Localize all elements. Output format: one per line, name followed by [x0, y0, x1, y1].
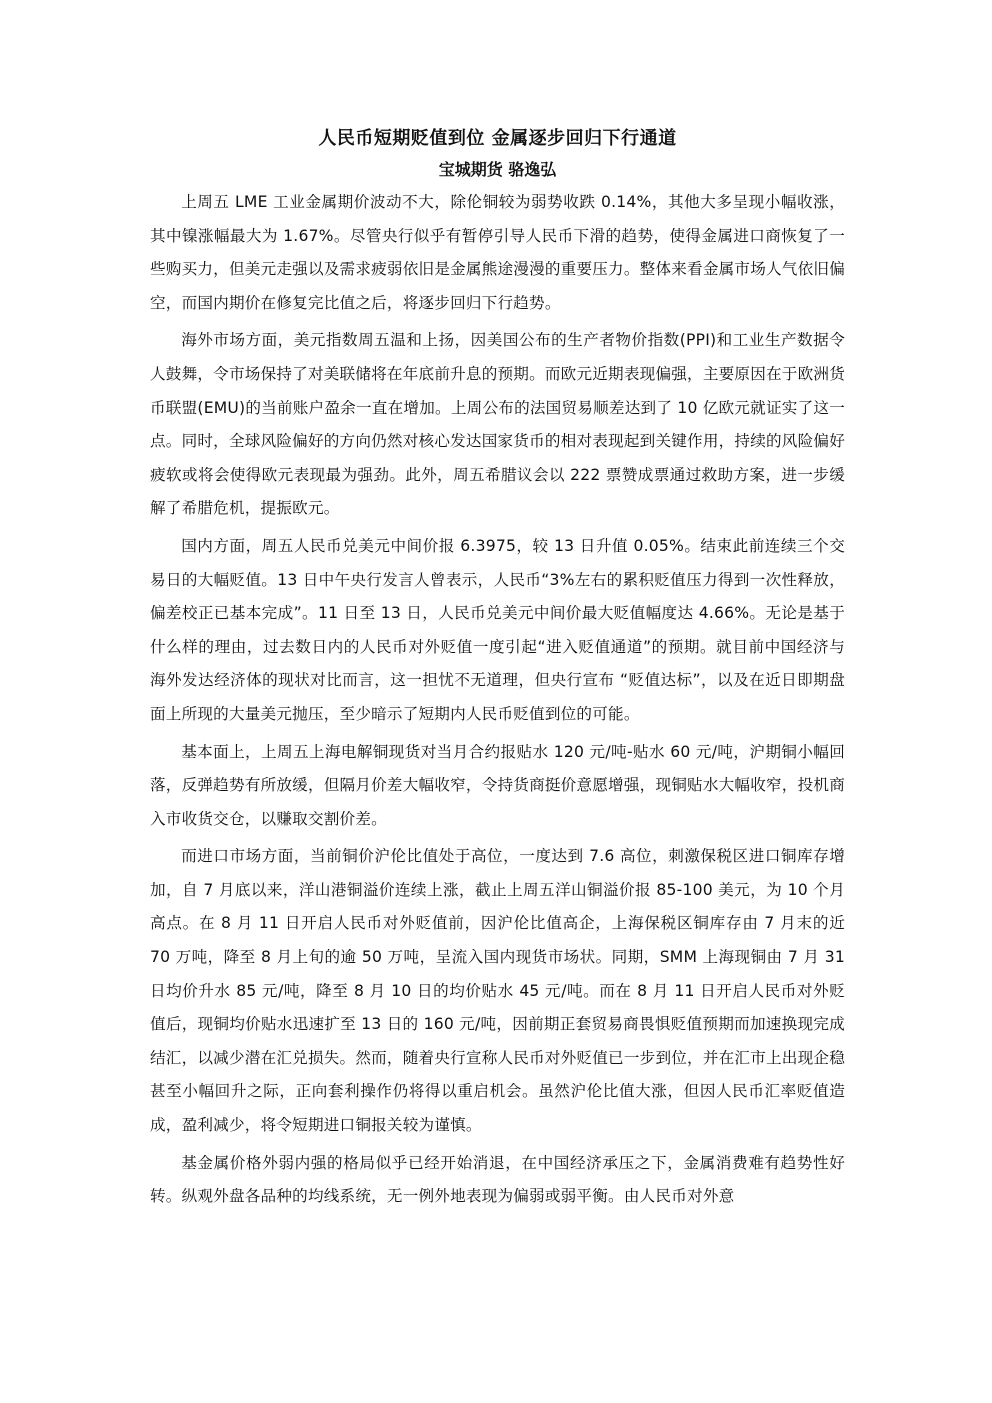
document-title: 人民币短期贬值到位 金属逐步回归下行通道 [318, 128, 677, 149]
paragraph-domestic-rmb: 国内方面，周五人民币兑美元中间价报 6.3975，较 13 日升值 0.05%。结束此前连续三个交易日的大幅贬值。13 日中午央行发言人曾表示，人民币“3%左右的累积贬值压力得到一次性释放，偏差校正已基本完成”。11 日至 13 日，人民币兑美元中间价最大贬值幅度达 4.66%。无论是基于什么样的理由，过去数日内的人民币对外贬值一度引起“进入贬值通道”的预期。就目前中国经济与海外发达经济体的现状对比而言，这一担忧不无道理，但央行宣布 “贬值达标”，以及在近日即期盘面上所现的大量美元抛压，至少暗示了短期内人民币贬值到位的可能。 [150, 536, 845, 723]
paragraph-import-market: 而进口市场方面，当前铜价沪伦比值处于高位，一度达到 7.6 高位，刺激保税区进口铜库存增加，自 7 月底以来，洋山港铜溢价连续上涨，截止上周五洋山铜溢价报 85-100 美元，为 10 个月高点。在 8 月 11 日开启人民币对外贬值前，因沪伦比值高企，上海保税区铜库存由 7 月末的近 70 万吨，降至 8 月上旬的逾 50 万吨，呈流入国内现货市场状。同期，SMM 上海现铜由 7 月 31 日均价升水 85 元/吨，降至 8 月 10 日的均价贴水 45 元/吨。而在 8 月 11 日开启人民币对外贬值后，现铜均价贴水迅速扩至 13 日的 160 元/吨，因前期正套贸易商畏惧贬值预期而加速换现完成结汇，以减少潜在汇兑损失。然而，随着央行宣称人民币对外贬值已一步到位，并在汇市上出现企稳甚至小幅回升之际，正向套利操作仍将得以重启机会。虽然沪伦比值大涨，但因人民币汇率贬值造成，盈利减少，将令短期进口铜报关较为谨慎。 [150, 847, 845, 1135]
paragraph-overseas-market: 海外市场方面，美元指数周五温和上扬，因美国公布的生产者物价指数(PPI)和工业生产数据令人鼓舞，令市场保持了对美联储将在年底前升息的预期。而欧元近期表现偏强，主要原因在于欧洲货币联盟(EMU)的当前账户盈余一直在增加。上周公布的法国贸易顺差达到了 10 亿欧元就证实了这一点。同时，全球风险偏好的方向仍然对核心发达国家货币的相对表现起到关键作用，持续的风险偏好疲软或将会使得欧元表现最为强劲。此外，周五希腊议会以 222 票赞成票通过救助方案，进一步缓解了希腊危机，提振欧元。 [150, 331, 845, 518]
document-page [150, 122, 845, 1218]
paragraph-base-metals-outlook: 基金属价格外弱内强的格局似乎已经开始消退，在中国经济承压之下，金属消费难有趋势性好转。纵观外盘各品种的均线系统，无一例外地表现为偏弱或弱平衡。由人民币对外意 [150, 1153, 845, 1206]
paragraph-fundamentals: 基本面上，上周五上海电解铜现货对当月合约报贴水 120 元/吨-贴水 60 元/吨，沪期铜小幅回落，反弹趋势有所放缓，但隔月价差大幅收窄，令持货商挺价意愿增强，现铜贴水大幅收窄，投机商入市收货交仓，以赚取交割价差。 [150, 742, 845, 828]
paragraph-lme-overview: 上周五 LME 工业金属期价波动不大，除伦铜较为弱势收跌 0.14%，其他大多呈现小幅收涨，其中镍涨幅最大为 1.67%。尽管央行似乎有暂停引导人民币下滑的趋势，使得金属进口商恢复了一些购买力，但美元走强以及需求疲弱依旧是金属熊途漫漫的重要压力。整体来看金属市场人气依旧偏空，而国内期价在修复完比值之后，将逐步回归下行趋势。 [150, 193, 845, 312]
document-author: 宝城期货 骆逸弘 [438, 160, 557, 179]
